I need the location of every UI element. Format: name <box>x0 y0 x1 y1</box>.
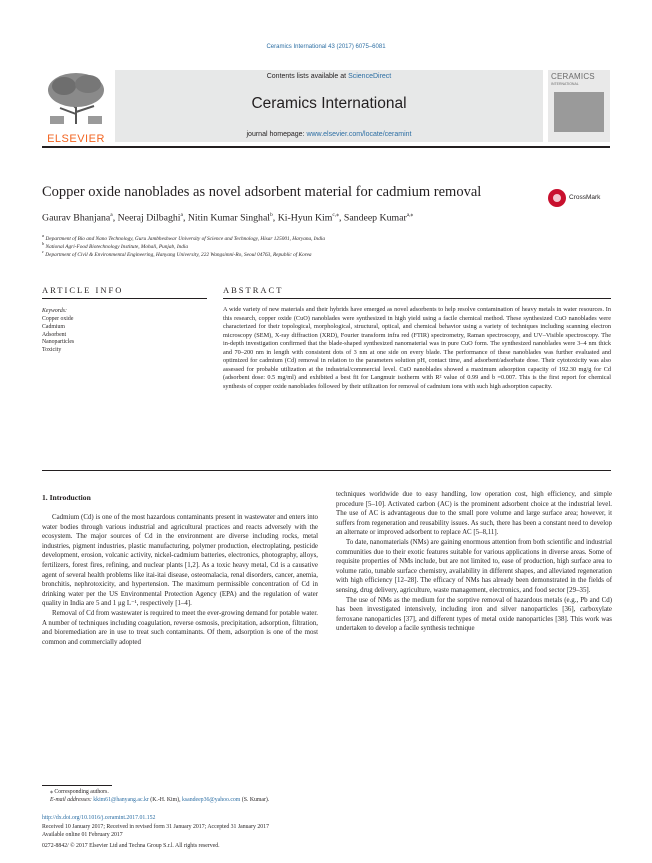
affiliation <box>42 249 610 258</box>
email-link[interactable]: ksandeep36@yahoo.com <box>182 797 241 803</box>
author-name[interactable]: Gaurav Bhanjana <box>42 212 111 224</box>
elsevier-logo <box>42 70 110 145</box>
article-info-heading: ARTICLE INFO <box>42 285 124 295</box>
cover-title: CERAMICS <box>551 72 595 81</box>
homepage-link[interactable]: www.elsevier.com/locate/ceramint <box>306 131 412 138</box>
article-title: Copper oxide nanoblades as novel adsorbent material for cadmium removal <box>42 184 482 200</box>
keyword: Nanoparticles <box>42 339 75 346</box>
affiliation-sup: a <box>42 233 45 238</box>
copyright-line: 0272-8842/ © 2017 Elsevier Ltd and Techna Group S.r.l. All rights reserved. <box>42 843 220 849</box>
left-column <box>42 513 318 647</box>
header-divider <box>42 146 610 148</box>
cover-subtitle: INTERNATIONAL <box>551 82 579 86</box>
author-sup: a,⁎ <box>406 212 414 218</box>
keywords-label: Keywords: <box>42 308 67 314</box>
doi-link[interactable]: http://dx.doi.org/10.1016/j.ceramint.2017.01.152 <box>42 815 156 821</box>
journal-title: Ceramics International <box>251 95 407 112</box>
author-name[interactable]: Nitin Kumar Singhal <box>187 212 271 224</box>
journal-reference[interactable]: Ceramics International 43 (2017) 6075–6081 <box>266 44 386 50</box>
author-sup: b <box>270 212 273 218</box>
contents-prefix: Contents lists available at <box>266 73 349 80</box>
affiliation-text: Department of Civil & Environmental Engineering, Hanyang University, 222 Wangsimni-Ro, Seoul 04763, Republic of Korea <box>45 251 312 258</box>
email-link[interactable]: kkim61@hanyang.ac.kr <box>93 797 149 803</box>
author-sup: c,⁎ <box>332 212 339 218</box>
crossmark-label: CrossMark <box>569 194 601 201</box>
corresponding-note: ⁎ Corresponding authors. <box>50 789 109 795</box>
email-note: (S. Kumar). <box>240 797 270 803</box>
affiliation-text: National Agri-Food Biotechnology Institute, Mohali, Punjab, India <box>45 243 188 250</box>
keyword: Cadmium <box>42 323 65 330</box>
body-paragraph: The use of NMs as the medium for the sorptive removal of hazardous metals (e.g., Pb and Cd) has been investigated intensively, including iron and silver nanoparticles [36], carboxylate ferroxane nanoparticles [37], and different types of metal oxide nanoparticles [38]. This work was undertaken to develop a facile synthesis technique <box>336 596 612 633</box>
keyword: Toxicity <box>42 347 62 354</box>
keyword: Copper oxide <box>42 316 74 322</box>
author-list: Gaurav Bhanjana$^a$, Neeraj Dilbaghi$^a$, Nitin Kumar Singhal$^b$, Ki-Hyun Kim$^{c,⁎}$, Sandeep Kumar$^{a,⁎}$ <box>42 212 414 224</box>
crossmark-badge[interactable] <box>548 187 612 209</box>
footnote-rule <box>42 785 112 786</box>
affiliation-text: Department of Bio and Nano Technology, Guru Jambheshwar University of Science and Technology, Hisar 125001, Haryana, India <box>45 235 325 242</box>
cover-image <box>554 92 604 132</box>
abstract-heading: ABSTRACT <box>223 285 284 295</box>
body-paragraph: Removal of Cd from wastewater is required to meet the ever-growing demand for potable water. A number of techniques including coagulation, reverse osmosis, precipitation, adsorption, filtration, and bioremediation are in use to treat such contaminants. Of them, adsorption is one of the most common and commercially adopted <box>42 609 318 646</box>
email-line <box>50 797 269 803</box>
email-label: E-mail addresses: <box>50 797 94 803</box>
author-name[interactable]: Sandeep Kumar <box>343 212 407 224</box>
elsevier-tree-icon <box>42 70 110 126</box>
body-paragraph: Cadmium (Cd) is one of the most hazardous contaminants present in wastewater and enters into water bodies through various industrial and agricultural practices and reacts adversely with the ecosystem. The major sources of Cd in the environment are diverse including rocks, metal industries, pigment industries, plastic manufacturing, polymer production, electroplating, pesticide development, erosion, volcanic activity, nickel-cadmium batteries, electronics, photography, alloys, fertilizers, forest fires, refining, and nuclear plants [1,2]. As a toxic heavy metal, Cd is a causative agent of several health problems like itai-itai disease, osteomalacia, renal disorders, cancer, anemia, bronchitis, nephrotoxicity, and hypertension. The maximum permissible concentration of Cd in drinking water per the US Environmental Protection Agency (EPA) and the regulation of water quality in India are 5 and 1 μg L⁻¹, respectively [1–4]. <box>42 514 318 608</box>
body-paragraph: techniques worldwide due to easy handling, low operation cost, high efficiency, and simple procedure [5–10]. Activated carbon (AC) is the prominent adsorbent choice at the industrial level. The use of AC is advantageous due to the small pore volume and large surface area; however, it suffers from regeneration and reusability issues. As such, there has been a constant need to develop an alternate or improved adsorbent to replace AC [5–8,11]. <box>336 491 612 537</box>
body-paragraph: To date, nanomaterials (NMs) are gaining enormous attention from both scientific and industrial communities due to their exotic features suitable for various applications in diverse areas. Some of requisite properties of NMs include, but are not limited to, ease of production, high surface area to volume ratio, tunable surface chemistry, availability in different shapes, and alleviated regeneration with high efficiency [12–28]. The efficacy of NMs has already been demonstrated in the fields of sensing, drug delivery, agriculture, waste management, electronics, and food sector [29–35]. <box>336 538 612 594</box>
contents-line <box>115 73 543 80</box>
author-sup: a <box>180 212 183 218</box>
section-heading: 1. Introduction <box>42 493 91 502</box>
author-name[interactable]: Ki-Hyun Kim <box>277 212 333 224</box>
journal-cover-thumbnail <box>548 70 610 142</box>
author-name[interactable]: Neeraj Dilbaghi <box>117 212 181 224</box>
abstract-bottom-rule <box>42 470 611 471</box>
journal-header-panel <box>115 70 543 142</box>
email-note: (K.-H. Kim), <box>148 797 183 803</box>
abstract-rule <box>223 298 611 299</box>
affiliation-sup: b <box>42 241 45 246</box>
keyword: Adsorbent <box>42 331 67 338</box>
article-info-rule <box>42 298 207 299</box>
abstract-text: A wide variety of new materials and their hybrids have emerged as novel adsorbents to help resolve contamination of heavy metals in water resources. In this research, copper oxide (CuO) nanoblades were synthesized in high yield using a facile chemical method. These synthesized CuO nanoblades were characterized for their topological, morphological, structural, optical, and chemical behavior using a variety of techniques including scanning electron microscopy (SEM), X-ray diffraction (XRD), Fourier transform infra red (FTIR) spectrometry, Raman spectroscopy, and UV–Visible spectroscopy. The in-depth investigation confirmed that the blade-shaped synthesized nanomaterial was in pure CuO form. The synthesized nanoblades were 3–4 nm thick and 70–200 nm in length with consistent dots of 3 nm at one side on every blade. The performance of these nanoblades was further evaluated and optimized for cadmium (Cd) removal in relation to the parameters solution pH, contact time, and adsorbent/adsorbate dose. Their cytotoxicity was also assessed for probable utilization at the industrial/commercial level. CuO nanoblades showed a maximum adsorption capacity of 192.30 mg/g for Cd (adsorbent dose: 0.5 mg/ml) and exhibited a best fit for Langmuir isotherm with R² value of 0.99 and b =0.007. This is the first report for chemical synthesis of copper oxide nanoblades followed by their utilization for removal of cadmium ions with such high adsorption capacity. <box>223 306 611 390</box>
homepage-prefix: journal homepage: <box>246 131 307 138</box>
publisher-name: ELSEVIER <box>47 133 105 145</box>
journal-homepage <box>115 131 543 138</box>
online-date: Available online 01 February 2017 <box>42 832 123 838</box>
received-dates: Received 10 January 2017; Received in revised form 31 January 2017; Accepted 31 January 2017 <box>42 824 269 830</box>
author-sup: a <box>110 212 113 218</box>
sciencedirect-link[interactable]: ScienceDirect <box>348 73 392 80</box>
keywords-list <box>42 316 74 355</box>
affiliation-sup: c <box>42 249 44 254</box>
crossmark-icon <box>548 189 566 207</box>
right-column <box>336 490 612 634</box>
